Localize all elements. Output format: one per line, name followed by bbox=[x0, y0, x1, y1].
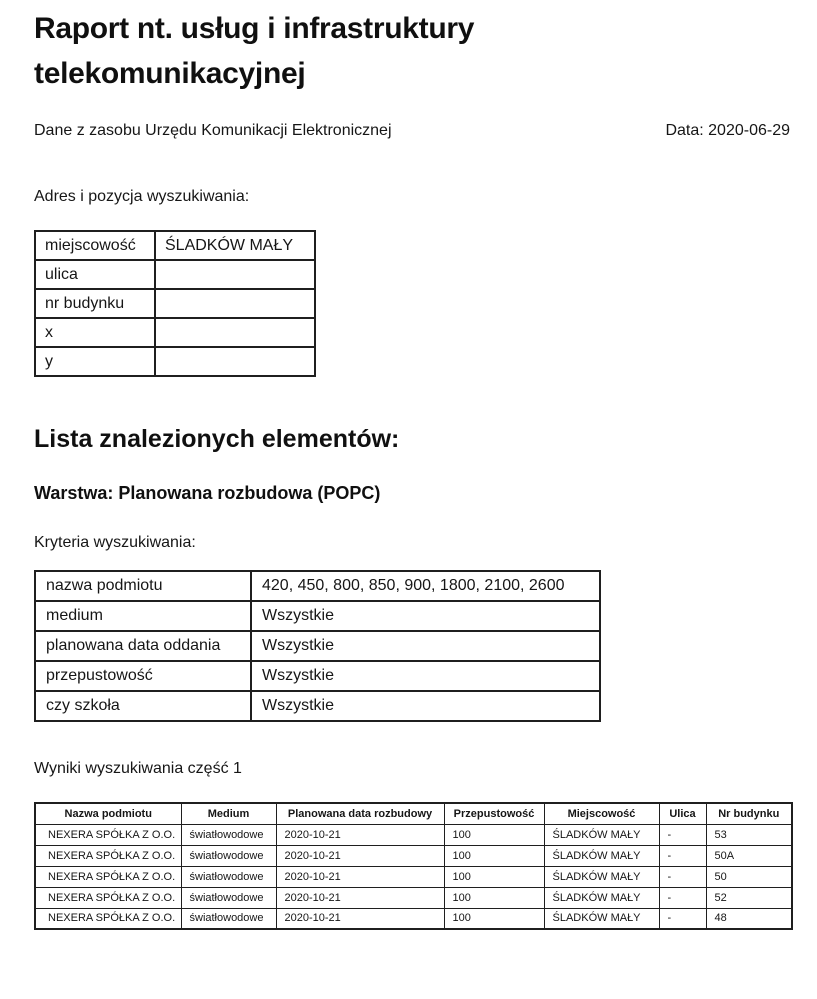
results-cell-ulica: - bbox=[659, 908, 706, 929]
address-table-body bbox=[35, 231, 315, 376]
address-row-label: ulica bbox=[35, 260, 155, 289]
results-cell-planowana-data: 2020-10-21 bbox=[276, 824, 444, 845]
criteria-table-row bbox=[35, 661, 600, 691]
results-cell-nazwa-podmiotu: NEXERA SPÓŁKA Z O.O. bbox=[35, 866, 181, 887]
results-header-cell: Nazwa podmiotu bbox=[35, 803, 181, 824]
page-title-line2: telekomunikacyjnej bbox=[34, 57, 306, 90]
criteria-row-label: czy szkoła bbox=[35, 691, 251, 721]
address-row-label: nr budynku bbox=[35, 289, 155, 318]
results-table-row bbox=[35, 824, 792, 845]
results-cell-przepustowosc: 100 bbox=[444, 887, 544, 908]
address-row-value: ŚLADKÓW MAŁY bbox=[155, 231, 315, 260]
results-table-row bbox=[35, 866, 792, 887]
results-cell-planowana-data: 2020-10-21 bbox=[276, 845, 444, 866]
results-cell-medium: światłowodowe bbox=[181, 824, 276, 845]
address-table-row bbox=[35, 231, 315, 260]
results-cell-medium: światłowodowe bbox=[181, 866, 276, 887]
results-header-cell: Planowana data rozbudowy bbox=[276, 803, 444, 824]
results-header-row bbox=[35, 803, 792, 824]
results-cell-nazwa-podmiotu: NEXERA SPÓŁKA Z O.O. bbox=[35, 845, 181, 866]
criteria-row-value: Wszystkie bbox=[251, 661, 600, 691]
criteria-row-value: Wszystkie bbox=[251, 691, 600, 721]
criteria-table-row bbox=[35, 601, 600, 631]
address-row-value bbox=[155, 289, 315, 318]
data-source-label: Dane z zasobu Urzędu Komunikacji Elektronicznej bbox=[34, 122, 392, 139]
results-heading: Wyniki wyszukiwania część 1 bbox=[34, 760, 242, 777]
address-table-row bbox=[35, 289, 315, 318]
results-cell-ulica: - bbox=[659, 845, 706, 866]
results-cell-przepustowosc: 100 bbox=[444, 824, 544, 845]
address-table-row bbox=[35, 260, 315, 289]
results-cell-nr-budynku: 48 bbox=[706, 908, 792, 929]
results-cell-nazwa-podmiotu: NEXERA SPÓŁKA Z O.O. bbox=[35, 908, 181, 929]
results-cell-medium: światłowodowe bbox=[181, 908, 276, 929]
page-title-line1: Raport nt. usług i infrastruktury bbox=[34, 12, 475, 45]
criteria-row-value: Wszystkie bbox=[251, 601, 600, 631]
results-cell-ulica: - bbox=[659, 824, 706, 845]
found-elements-heading: Lista znalezionych elementów: bbox=[34, 425, 400, 453]
address-row-label: x bbox=[35, 318, 155, 347]
criteria-row-label: nazwa podmiotu bbox=[35, 571, 251, 601]
criteria-table-row bbox=[35, 691, 600, 721]
meta-row bbox=[34, 122, 790, 140]
results-cell-nr-budynku: 50 bbox=[706, 866, 792, 887]
results-cell-nazwa-podmiotu: NEXERA SPÓŁKA Z O.O. bbox=[35, 824, 181, 845]
results-cell-planowana-data: 2020-10-21 bbox=[276, 908, 444, 929]
criteria-heading: Kryteria wyszukiwania: bbox=[34, 534, 196, 551]
results-header-cell: Medium bbox=[181, 803, 276, 824]
results-cell-planowana-data: 2020-10-21 bbox=[276, 866, 444, 887]
results-cell-medium: światłowodowe bbox=[181, 845, 276, 866]
criteria-table bbox=[34, 570, 601, 722]
results-table-head bbox=[35, 803, 792, 824]
address-row-value bbox=[155, 260, 315, 289]
results-cell-miejscowosc: ŚLADKÓW MAŁY bbox=[544, 908, 659, 929]
criteria-row-label: planowana data oddania bbox=[35, 631, 251, 661]
results-table-row bbox=[35, 908, 792, 929]
criteria-row-label: przepustowość bbox=[35, 661, 251, 691]
results-header-cell: Przepustowość bbox=[444, 803, 544, 824]
criteria-row-value: 420, 450, 800, 850, 900, 1800, 2100, 2600 bbox=[251, 571, 600, 601]
results-cell-miejscowosc: ŚLADKÓW MAŁY bbox=[544, 866, 659, 887]
results-cell-nr-budynku: 53 bbox=[706, 824, 792, 845]
results-table-row bbox=[35, 845, 792, 866]
results-cell-ulica: - bbox=[659, 887, 706, 908]
results-cell-medium: światłowodowe bbox=[181, 887, 276, 908]
address-row-label: miejscowość bbox=[35, 231, 155, 260]
page-title bbox=[34, 6, 790, 96]
results-table-row bbox=[35, 887, 792, 908]
layer-heading: Warstwa: Planowana rozbudowa (POPC) bbox=[34, 483, 381, 503]
results-header-cell: Miejscowość bbox=[544, 803, 659, 824]
results-table-body bbox=[35, 824, 792, 929]
results-cell-nr-budynku: 52 bbox=[706, 887, 792, 908]
address-section-heading: Adres i pozycja wyszukiwania: bbox=[34, 188, 250, 205]
results-header-cell: Nr budynku bbox=[706, 803, 792, 824]
address-table bbox=[34, 230, 316, 377]
address-row-label: y bbox=[35, 347, 155, 376]
criteria-table-row bbox=[35, 571, 600, 601]
results-cell-miejscowosc: ŚLADKÓW MAŁY bbox=[544, 887, 659, 908]
results-cell-planowana-data: 2020-10-21 bbox=[276, 887, 444, 908]
results-cell-nr-budynku: 50A bbox=[706, 845, 792, 866]
results-cell-przepustowosc: 100 bbox=[444, 908, 544, 929]
address-table-row bbox=[35, 318, 315, 347]
criteria-row-label: medium bbox=[35, 601, 251, 631]
results-cell-przepustowosc: 100 bbox=[444, 866, 544, 887]
address-row-value bbox=[155, 347, 315, 376]
report-date: Data: 2020-06-29 bbox=[665, 122, 790, 139]
criteria-table-row bbox=[35, 631, 600, 661]
results-cell-ulica: - bbox=[659, 866, 706, 887]
results-table bbox=[34, 802, 793, 930]
results-cell-miejscowosc: ŚLADKÓW MAŁY bbox=[544, 824, 659, 845]
results-cell-miejscowosc: ŚLADKÓW MAŁY bbox=[544, 845, 659, 866]
criteria-row-value: Wszystkie bbox=[251, 631, 600, 661]
address-table-row bbox=[35, 347, 315, 376]
address-row-value bbox=[155, 318, 315, 347]
results-cell-nazwa-podmiotu: NEXERA SPÓŁKA Z O.O. bbox=[35, 887, 181, 908]
results-cell-przepustowosc: 100 bbox=[444, 845, 544, 866]
results-header-cell: Ulica bbox=[659, 803, 706, 824]
criteria-table-body bbox=[35, 571, 600, 721]
